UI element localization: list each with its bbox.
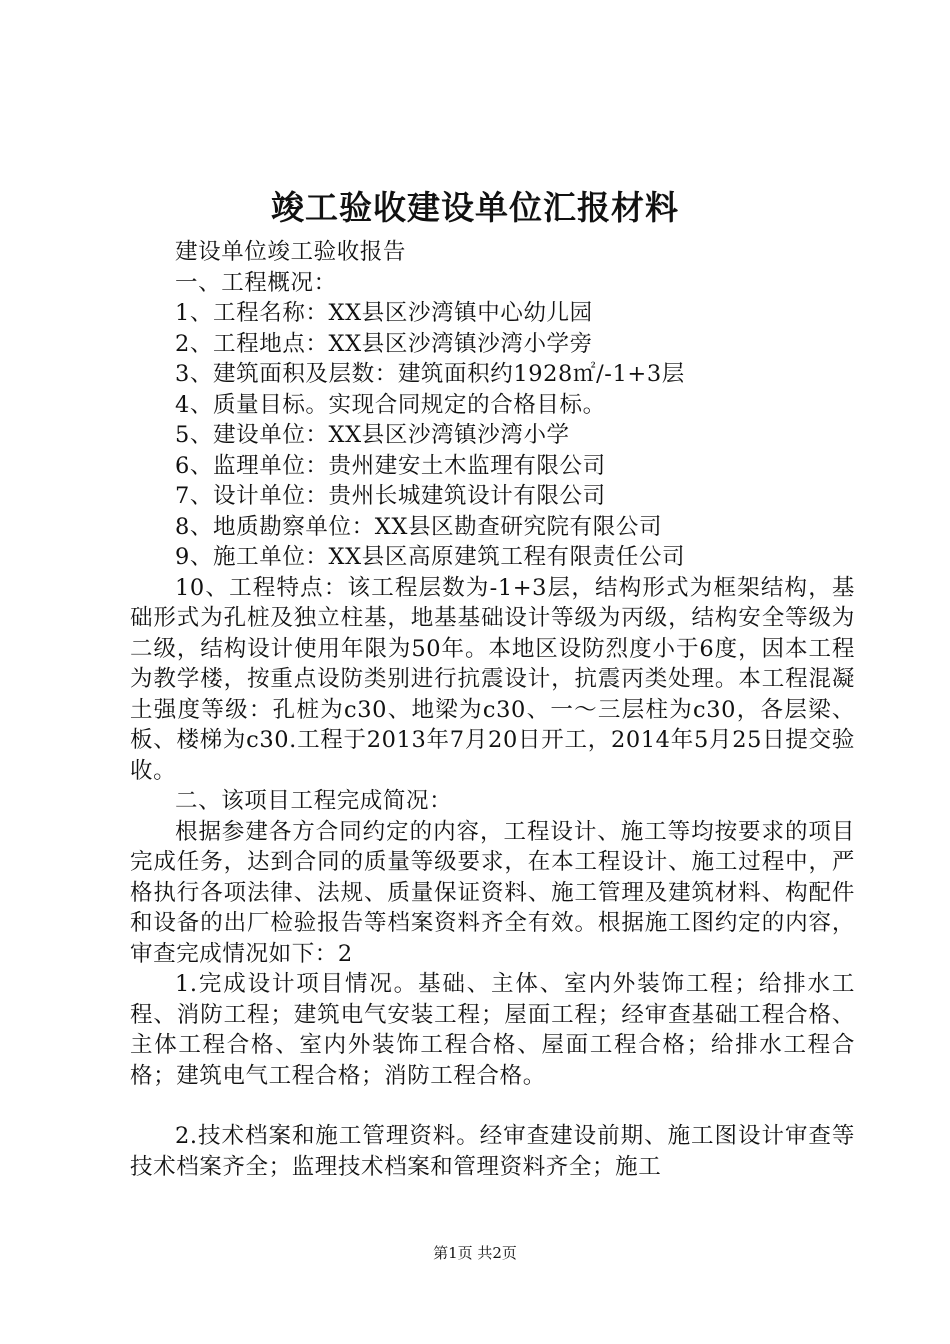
page-footer: 第1页 共2页 [433, 1244, 517, 1262]
paragraph-project-features: 10、工程特点：该工程层数为-1+3层，结构形式为框架结构，基础形式为孔桩及独立柱基，地基基础设计等级为丙级，结构安全等级为二级，结构设计使用年限为50年。本地区设防烈度小于6度，因本工程为教学楼，按重点设防类别进行抗震设计，抗震丙类处理。本工程混凝土强度等级：孔桩为c30、地梁为c30、一～三层柱为c30，各层梁、板、楼梯为c30.工程于2013年7月20日开工，2014年5月25日提交验收。 [130, 574, 855, 784]
paragraph-survey-unit: 8、地质勘察单位：XX县区勘查研究院有限公司 [175, 513, 663, 540]
paragraph-building-area: 3、建筑面积及层数：建筑面积约1928㎡/-1+3层 [175, 361, 685, 387]
paragraph-design-unit: 7、设计单位：贵州长城建筑设计有限公司 [175, 483, 606, 509]
paragraph-section-2-heading: 二、该项目工程完成简况： [175, 788, 453, 814]
paragraph-project-location: 2、工程地点：XX县区沙湾镇沙湾小学旁 [175, 330, 593, 357]
paragraph-technical-archives: 2.技术档案和施工管理资料。经审查建设前期、施工图设计审查等技术档案齐全；监理技术档案和管理资料齐全；施工 [130, 1123, 855, 1180]
paragraph-completion-summary: 根据参建各方合同约定的内容，工程设计、施工等均按要求的项目完成任务，达到合同的质量等级要求，在本工程设计、施工过程中，严格执行各项法律、法规、质量保证资料、施工管理及建筑材料、构配件和设备的出厂检验报告等档案资料齐全有效。根据施工图约定的内容，审查完成情况如下：2 [130, 818, 855, 967]
document-body [130, 237, 855, 1182]
paragraph-contractor-unit: 9、施工单位：XX县区高原建筑工程有限责任公司 [175, 544, 686, 570]
paragraph-design-items: 1.完成设计项目情况。基础、主体、室内外装饰工程；给排水工程、消防工程；建筑电气安装工程；屋面工程；经审查基础工程合格、主体工程合格、室内外装饰工程合格、屋面工程合格；给排水工程合格；建筑电气工程合格；消防工程合格。 [130, 971, 855, 1089]
paragraph-report-heading: 建设单位竣工验收报告 [175, 239, 407, 265]
paragraph-quality-target: 4、质量目标。实现合同规定的合格目标。 [175, 391, 606, 418]
document-title: 竣工验收建设单位汇报材料 [271, 188, 679, 227]
paragraph-construction-unit: 5、建设单位：XX县区沙湾镇沙湾小学 [175, 422, 570, 448]
paragraph-section-1-heading: 一、工程概况： [175, 269, 337, 296]
paragraph-supervision-unit: 6、监理单位：贵州建安土木监理有限公司 [175, 452, 606, 479]
paragraph-project-name: 1、工程名称：XX县区沙湾镇中心幼儿园 [175, 300, 593, 326]
